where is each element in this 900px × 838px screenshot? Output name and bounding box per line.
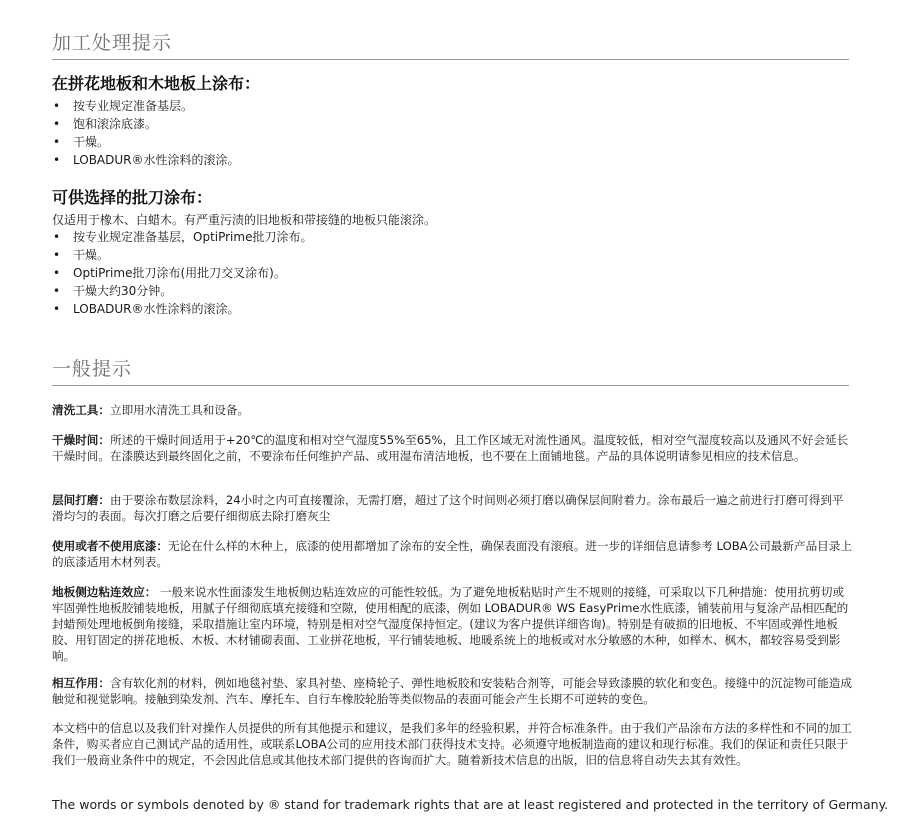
section-title-processing: 加工处理提示 [52,31,849,60]
spatula-note: 仅适用于橡木、白蜡木。有严重污渍的旧地板和带接缝的地板只能滚涂。 [52,213,437,227]
list-item: • 按专业规定准备基层，OptiPrime批刀涂布。 [52,228,312,246]
paragraph-drying-time [52,432,852,464]
list-item: • LOBADUR®水性涂料的滚涂。 [52,151,240,169]
list-item: • 饱和滚涂底漆。 [52,115,240,133]
paragraph-label: 干燥时间： [52,433,110,447]
roller-steps-list [52,97,240,169]
paragraph-label: 相互作用： [52,676,110,690]
paragraph-label: 使用或者不使用底漆： [52,539,168,553]
list-item: • 干燥。 [52,133,240,151]
paragraph-text: 立即用水清洗工具和设备。 [109,403,250,417]
paragraph-primer [52,538,852,570]
list-item: • OptiPrime批刀涂布(用批刀交叉涂布)。 [52,264,312,282]
paragraph-text: 无论在什么样的木种上，底漆的使用都增加了涂布的安全性，确保表面没有滚痕。进一步的详细信息请参考 LOBA公司最新产品目录上的底漆适用木材列表。 [52,539,852,569]
paragraph-side-bonding [52,584,852,664]
heading-roller-application: 在拼花地板和木地板上涂布： [52,74,261,93]
list-item: • 干燥大约30分钟。 [52,282,312,300]
spatula-steps-list [52,228,312,318]
paragraph-text: 由于要涂布数层涂料，24小时之内可直接覆涂，无需打磨，超过了这个时间则必须打磨以确保层间附着力。涂布最后一遍之前进行打磨可得到平滑均匀的表面。每次打磨之后要仔细彻底去除打磨灰尘 [52,493,844,523]
list-item: • 按专业规定准备基层。 [52,97,240,115]
trademark-footer: The words or symbols denoted by ® stand for trademark rights that are at least registered and protected in the territory of Germany. [52,797,889,812]
paragraph-text: 本文档中的信息以及我们针对操作人员提供的所有其他提示和建议，是我们多年的经验积累，并符合标准条件。由于我们产品涂布方法的多样性和不同的加工条件，购买者应自己测试产品的适用性，或联系LOBA公司的应用技术部门获得技术支持。必须遵守地板制造商的建议和现行标准。我们的保证和责任只限于我们一般商业条件中的规定，不会因此信息或其他技术部门提供的咨询而扩大。随着新技术信息的出版，旧的信息将自动失去其有效性。 [52,721,852,767]
paragraph-text: 一般来说水性面漆发生地板侧边粘连效应的可能性较低。为了避免地板粘贴时产生不规则的接缝，可采取以下几种措施：使用抗剪切或牢固弹性地板胶铺装地板，用腻子仔细彻底填充接缝和空隙，使用相配的底漆，例如 LOBADUR® WS EasyPrime水性底漆，铺装前用与复涂产品相匹配的封蜡预处理地板倒角接缝，采取措施让室内环境，特别是相对空气湿度保持恒定。(建议为客户提供详细咨询)。特别是有破损的旧地板、不牢固或弹性地板胶、用钉固定的拼花地板、木板、木材铺砌表面、工业拼花地板，平行铺装地板、地暖系统上的地板或对水分敏感的木种，如榉木、枫木，都较容易受到影响。 [52,585,849,663]
paragraph-text: 所述的干燥时间适用于+20℃的温度和相对空气湿度55%至65%，且工作区域无对流性通风。温度较低，相对空气湿度较高以及通风不好会延长干燥时间。在漆膜达到最终固化之前，不要涂布任何维护产品、或用湿布清洁地板，也不要在上面铺地毯。产品的具体说明请参见相应的技术信息。 [52,433,849,463]
paragraph-text: 含有软化剂的材料，例如地毯衬垫、家具衬垫、座椅轮子、弹性地板胶和安装粘合剂等，可能会导致漆膜的软化和变色。接缝中的沉淀物可能造成触觉和视觉影响。接触到染发剂、汽车、摩托车、自行车橡胶轮胎等类似物品的表面可能会产生长期不可逆转的变色。 [52,676,852,706]
paragraph-label: 地板侧边粘连效应： [52,585,157,599]
paragraph-interaction [52,675,852,707]
list-item: • LOBADUR®水性涂料的滚涂。 [52,300,312,318]
paragraph-label: 清洗工具： [52,403,110,417]
heading-spatula-application: 可供选择的批刀涂布： [52,188,213,207]
paragraph-label: 层间打磨： [52,493,110,507]
paragraph-cleaning [52,402,852,418]
list-item: • 干燥。 [52,246,312,264]
paragraph-intercoat-sanding [52,492,852,524]
section-title-general: 一般提示 [52,357,849,386]
paragraph-disclaimer [52,720,852,768]
